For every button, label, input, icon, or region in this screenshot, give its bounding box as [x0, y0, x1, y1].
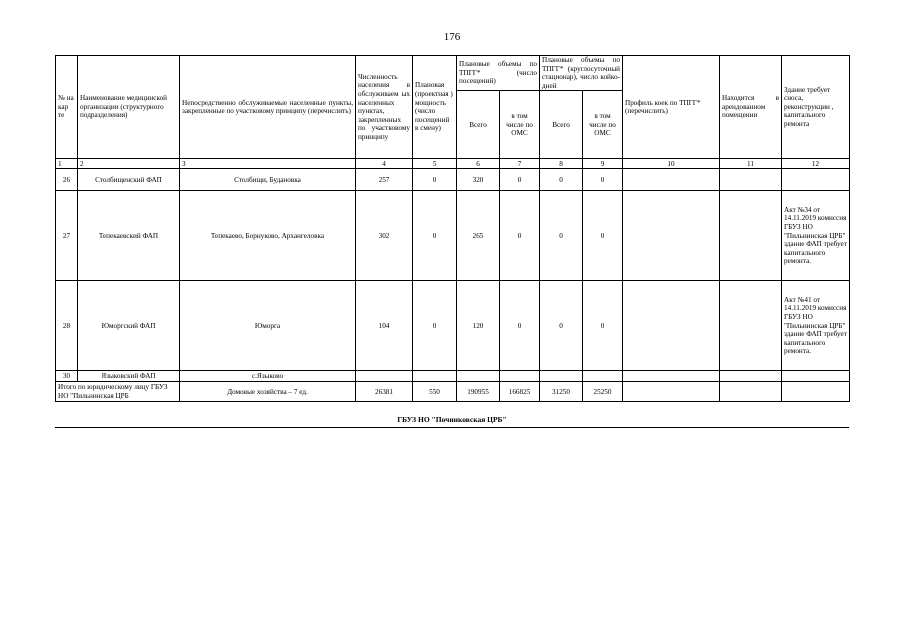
- subheader-visits-total: Всего: [457, 91, 500, 159]
- row-visits-total: 265: [457, 191, 500, 281]
- header-visits-volume: Плановые объемы по ТПГГ* (число посещений): [457, 56, 540, 91]
- row-visits-total: 320: [457, 169, 500, 191]
- row-visits-total: [457, 371, 500, 382]
- subheader-stationary-total: Всего: [540, 91, 583, 159]
- row-stationary-total: 0: [540, 169, 583, 191]
- total-stationary-oms: 25250: [583, 382, 623, 402]
- subheader-stationary-oms: в том числе по ОМС: [583, 91, 623, 159]
- row-capacity: 0: [413, 169, 457, 191]
- row-served-points: Юморга: [180, 281, 356, 371]
- row-capacity: 0: [413, 281, 457, 371]
- row-bed-profile: [623, 169, 720, 191]
- page-number: 176: [443, 31, 461, 43]
- header-served-points: Непосредственно обслуживаемые населенные пункты, закрепленные по участковому принципу (перечислить): [180, 56, 356, 159]
- row-org-name: Юморгский ФАП: [78, 281, 180, 371]
- row-bed-profile: [623, 191, 720, 281]
- row-bed-profile: [623, 371, 720, 382]
- row-stationary-total: 0: [540, 281, 583, 371]
- column-number: 1: [56, 159, 78, 169]
- total-visits-total: 190955: [457, 382, 500, 402]
- table-row: [56, 191, 850, 281]
- column-number: 8: [540, 159, 583, 169]
- next-section-title: ГБУЗ НО "Починковская ЦРБ": [397, 415, 507, 424]
- column-numbers-row: [56, 159, 850, 169]
- row-visits-oms: 0: [500, 281, 540, 371]
- facilities-table: [55, 55, 850, 402]
- row-num: 26: [56, 169, 78, 191]
- header-rented: Находится в арендованном помещении: [720, 56, 782, 159]
- row-num: 30: [56, 371, 78, 382]
- column-number: 7: [500, 159, 540, 169]
- total-capacity: 550: [413, 382, 457, 402]
- row-repair: [782, 371, 850, 382]
- total-rented: [720, 382, 782, 402]
- table-row: [56, 371, 850, 382]
- row-population: 257: [356, 169, 413, 191]
- header-repair: Здание требует сноса, реконструкции , капитального ремонта: [782, 56, 850, 159]
- row-repair: Акт №41 от 14.11.2019 комиссия ГБУЗ НО "Пильнинская ЦРБ" здание ФАП требует капитального ремонта.: [782, 281, 850, 371]
- row-rented: [720, 371, 782, 382]
- row-served-points: Тепекаево, Борнуково, Архангеловка: [180, 191, 356, 281]
- row-stationary-oms: 0: [583, 281, 623, 371]
- header-bed-profile: Профиль коек по ТПГГ* (перечислить): [623, 56, 720, 159]
- header-population: Численность населения в обслуживаем ых населенных пунктах, закрепленных по участковому принципу: [356, 56, 413, 159]
- row-repair: Акт №34 от 14.11.2019 комиссия ГБУЗ НО "Пильнинская ЦРБ" здание ФАП требует капитального ремонта.: [782, 191, 850, 281]
- column-number: 4: [356, 159, 413, 169]
- header-row: [56, 56, 850, 91]
- row-visits-oms: [500, 371, 540, 382]
- row-rented: [720, 191, 782, 281]
- row-stationary-oms: 0: [583, 191, 623, 281]
- total-population: 26381: [356, 382, 413, 402]
- total-points: Домовые хозяйства – 7 ед.: [180, 382, 356, 402]
- table-row: [56, 169, 850, 191]
- row-population: 302: [356, 191, 413, 281]
- row-org-name: Столбищенский ФАП: [78, 169, 180, 191]
- row-org-name: Языковский ФАП: [78, 371, 180, 382]
- row-stationary-total: [540, 371, 583, 382]
- column-number: 12: [782, 159, 850, 169]
- header-capacity: Плановая (проектная ) мощность (число посещений в смену): [413, 56, 457, 159]
- row-served-points: Столбищи, Будановка: [180, 169, 356, 191]
- row-num: 28: [56, 281, 78, 371]
- column-number: 3: [180, 159, 356, 169]
- row-bed-profile: [623, 281, 720, 371]
- row-population: 104: [356, 281, 413, 371]
- row-visits-total: 120: [457, 281, 500, 371]
- column-number: 11: [720, 159, 782, 169]
- row-num: 27: [56, 191, 78, 281]
- column-number: 10: [623, 159, 720, 169]
- subheader-visits-oms: в том числе по ОМС: [500, 91, 540, 159]
- row-capacity: 0: [413, 191, 457, 281]
- total-row: [56, 382, 850, 402]
- row-org-name: Тепекаевский ФАП: [78, 191, 180, 281]
- column-number: 9: [583, 159, 623, 169]
- total-label: Итого по юридическому лицу ГБУЗ НО "Пильнинская ЦРБ: [56, 382, 180, 402]
- section-divider: [55, 427, 849, 428]
- row-rented: [720, 169, 782, 191]
- total-repair: [782, 382, 850, 402]
- column-number: 5: [413, 159, 457, 169]
- row-repair: [782, 169, 850, 191]
- total-visits-oms: 166825: [500, 382, 540, 402]
- header-org-name: Наименование медицинской организации (структурного подразделения): [78, 56, 180, 159]
- total-stationary-total: 31250: [540, 382, 583, 402]
- header-stationary-volume: Плановые объемы по ТПГГ* (круглосуточный стационар), число койко-дней: [540, 56, 623, 91]
- table-row: [56, 281, 850, 371]
- row-stationary-oms: [583, 371, 623, 382]
- row-stationary-total: 0: [540, 191, 583, 281]
- row-rented: [720, 281, 782, 371]
- row-visits-oms: 0: [500, 169, 540, 191]
- row-capacity: [413, 371, 457, 382]
- row-served-points: с.Языково: [180, 371, 356, 382]
- row-stationary-oms: 0: [583, 169, 623, 191]
- row-visits-oms: 0: [500, 191, 540, 281]
- column-number: 2: [78, 159, 180, 169]
- total-bed-profile: [623, 382, 720, 402]
- header-num: № на кар те: [56, 56, 78, 159]
- row-population: [356, 371, 413, 382]
- column-number: 6: [457, 159, 500, 169]
